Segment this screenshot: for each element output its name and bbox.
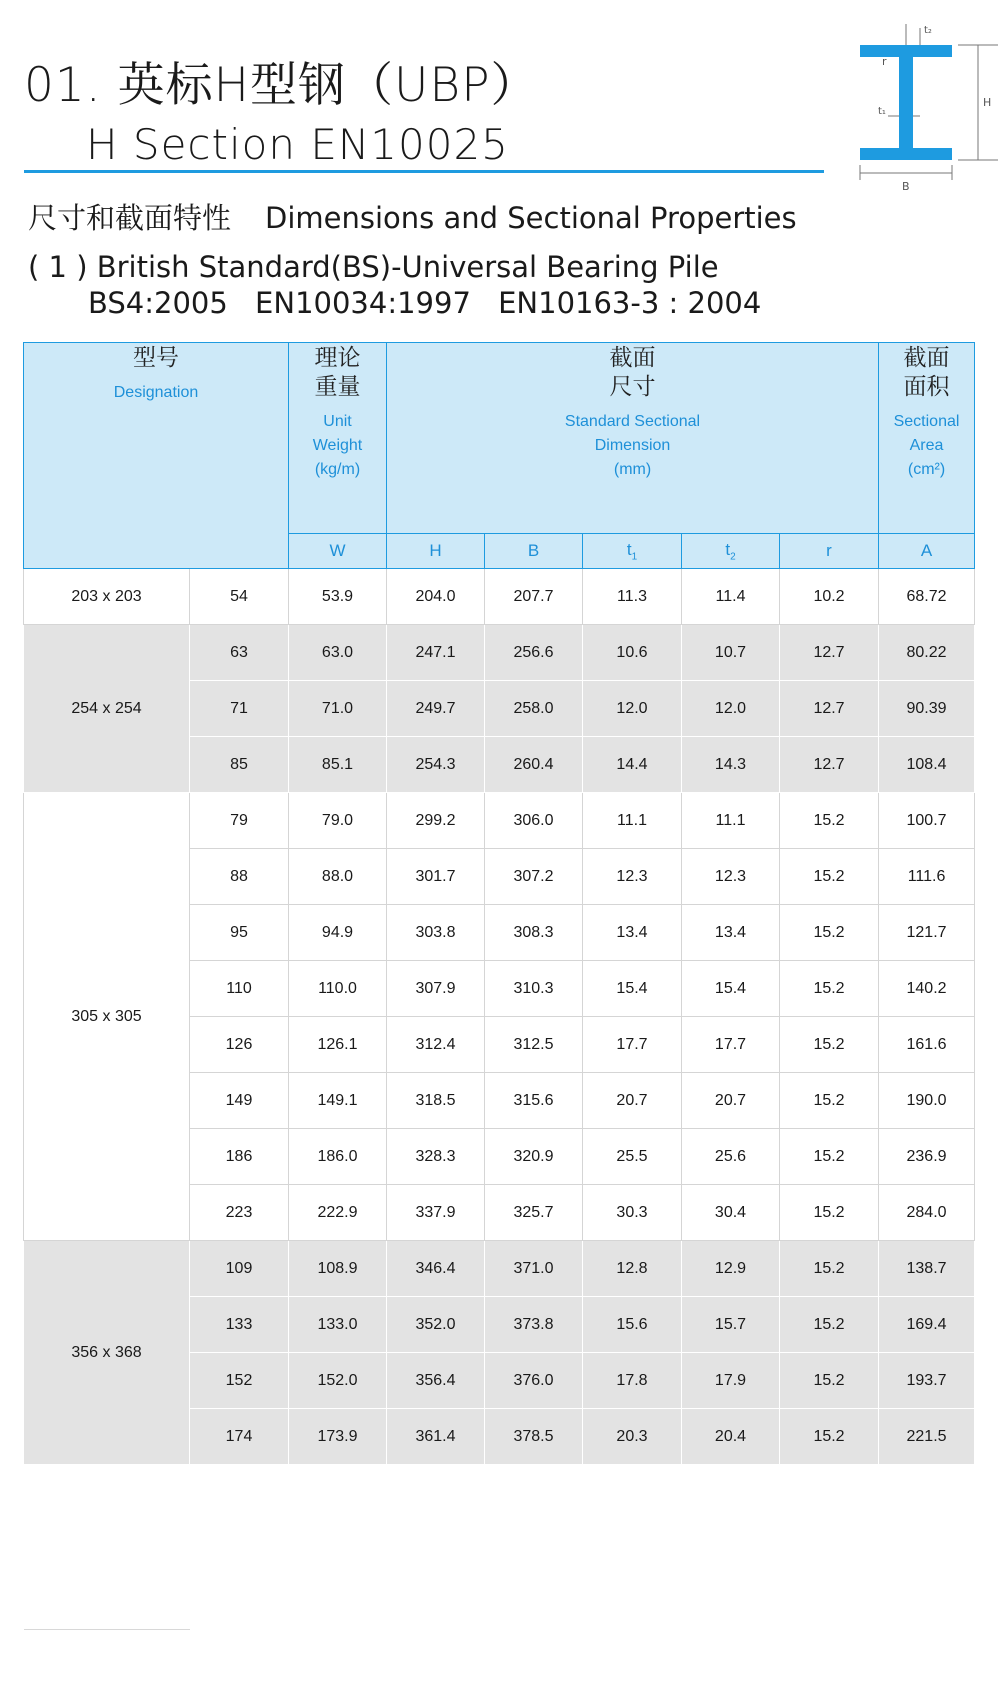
table-cell: 10.6: [583, 625, 682, 681]
col-t2-header: $t_2$: [682, 534, 780, 569]
table-cell: 126.1: [289, 1017, 387, 1073]
table-cell: 79.0: [289, 793, 387, 849]
page-title: 01. 英标H型钢（UBP）: [24, 58, 539, 113]
designation-weight-cell: 223: [190, 1185, 289, 1241]
dimension-header: 截面 尺寸 Standard Sectional Dimension (mm): [387, 343, 879, 534]
table-cell: 373.8: [485, 1297, 583, 1353]
table-cell: 11.1: [682, 793, 780, 849]
col-t1-header: $t_1$: [583, 534, 682, 569]
table-cell: 249.7: [387, 681, 485, 737]
table-cell: 260.4: [485, 737, 583, 793]
table-cell: 15.4: [682, 961, 780, 1017]
table-cell: 149.1: [289, 1073, 387, 1129]
table-cell: 11.1: [583, 793, 682, 849]
designation-weight-cell: 79: [190, 793, 289, 849]
table-cell: 12.0: [583, 681, 682, 737]
designation-size-cell: 254 x 254: [24, 625, 190, 793]
table-cell: 15.2: [780, 1185, 879, 1241]
table-cell: 186.0: [289, 1129, 387, 1185]
table-cell: 12.8: [583, 1241, 682, 1297]
designation-weight-cell: 71: [190, 681, 289, 737]
table-cell: 318.5: [387, 1073, 485, 1129]
table-cell: 301.7: [387, 849, 485, 905]
table-cell: 371.0: [485, 1241, 583, 1297]
table-cell: 346.4: [387, 1241, 485, 1297]
table-cell: 303.8: [387, 905, 485, 961]
table-cell: 325.7: [485, 1185, 583, 1241]
table-cell: 53.9: [289, 569, 387, 625]
table-cell: 140.2: [879, 961, 975, 1017]
table-cell: 307.2: [485, 849, 583, 905]
standard-item: EN10034:1997: [255, 286, 471, 320]
table-cell: 10.7: [682, 625, 780, 681]
table-cell: 15.2: [780, 1241, 879, 1297]
table-cell: 12.0: [682, 681, 780, 737]
table-cell: 161.6: [879, 1017, 975, 1073]
table-cell: 13.4: [583, 905, 682, 961]
table-cell: 80.22: [879, 625, 975, 681]
table-cell: 310.3: [485, 961, 583, 1017]
b-label: B: [902, 180, 910, 193]
table-row: [24, 793, 975, 849]
designation-weight-cell: 174: [190, 1409, 289, 1465]
table-cell: 63.0: [289, 625, 387, 681]
table-cell: 315.6: [485, 1073, 583, 1129]
table-cell: 312.4: [387, 1017, 485, 1073]
page-subtitle-section: H Section EN10025: [86, 120, 509, 169]
table-cell: 68.72: [879, 569, 975, 625]
table-row: [24, 1241, 975, 1297]
h-section-shape: [860, 45, 952, 160]
col-r-header: r: [780, 534, 879, 569]
table-cell: 20.4: [682, 1409, 780, 1465]
section-heading-en: Dimensions and Sectional Properties: [265, 201, 797, 235]
table-cell: 15.4: [583, 961, 682, 1017]
table-cell: 12.3: [682, 849, 780, 905]
table-cell: 12.7: [780, 737, 879, 793]
table-cell: 15.6: [583, 1297, 682, 1353]
table-cell: 308.3: [485, 905, 583, 961]
h-label: H: [983, 96, 992, 109]
table-cell: 193.7: [879, 1353, 975, 1409]
standard-item: BS4:2005: [88, 286, 228, 320]
table-cell: 258.0: [485, 681, 583, 737]
table-cell: 299.2: [387, 793, 485, 849]
table-cell: 15.2: [780, 1017, 879, 1073]
table-cell: 356.4: [387, 1353, 485, 1409]
standard-item: EN10163-3 : 2004: [498, 286, 762, 320]
table-cell: 307.9: [387, 961, 485, 1017]
table-cell: 108.4: [879, 737, 975, 793]
title-divider: [24, 170, 824, 173]
designation-weight-cell: 109: [190, 1241, 289, 1297]
table-cell: 204.0: [387, 569, 485, 625]
table-cell: 14.4: [583, 737, 682, 793]
table-cell: 352.0: [387, 1297, 485, 1353]
table-cell: 247.1: [387, 625, 485, 681]
t1-label: t₁: [878, 106, 886, 117]
table-cell: 25.5: [583, 1129, 682, 1185]
table-cell: 108.9: [289, 1241, 387, 1297]
table-cell: 256.6: [485, 625, 583, 681]
table-cell: 25.6: [682, 1129, 780, 1185]
table-cell: 20.7: [682, 1073, 780, 1129]
designation-weight-cell: 88: [190, 849, 289, 905]
designation-size-cell: 305 x 305: [24, 793, 190, 1241]
standard-title: ( 1 ) British Standard(BS)-Universal Bearing Pile: [28, 250, 719, 284]
table-cell: 90.39: [879, 681, 975, 737]
table-cell: 100.7: [879, 793, 975, 849]
table-cell: 284.0: [879, 1185, 975, 1241]
table-cell: 85.1: [289, 737, 387, 793]
table-cell: 222.9: [289, 1185, 387, 1241]
table-cell: 254.3: [387, 737, 485, 793]
designation-weight-cell: 63: [190, 625, 289, 681]
table-cell: 17.9: [682, 1353, 780, 1409]
designation-size-cell: 203 x 203: [24, 569, 190, 625]
designation-weight-cell: 95: [190, 905, 289, 961]
table-cell: 12.7: [780, 681, 879, 737]
section-heading: [28, 196, 797, 237]
table-cell: 14.3: [682, 737, 780, 793]
table-cell: 12.7: [780, 625, 879, 681]
table-cell: 15.2: [780, 1409, 879, 1465]
table-cell: 15.2: [780, 849, 879, 905]
table-cell: 328.3: [387, 1129, 485, 1185]
r-label: r: [882, 55, 887, 68]
table-cell: 376.0: [485, 1353, 583, 1409]
table-cell: 15.2: [780, 905, 879, 961]
table-cell: 30.4: [682, 1185, 780, 1241]
table-cell: 312.5: [485, 1017, 583, 1073]
col-w-header: W: [289, 534, 387, 569]
table-cell: 138.7: [879, 1241, 975, 1297]
table-cell: 15.7: [682, 1297, 780, 1353]
table-header-row: [24, 343, 975, 534]
sectional-area-header: 截面 面积 Sectional Area (cm²): [879, 343, 975, 534]
section-heading-zh: 尺寸和截面特性: [28, 201, 232, 235]
table-cell: 207.7: [485, 569, 583, 625]
sectional-properties-table: [23, 342, 975, 1465]
t2-label: t₂: [924, 25, 932, 36]
table-cell: 71.0: [289, 681, 387, 737]
table-cell: 12.3: [583, 849, 682, 905]
table-cell: 11.3: [583, 569, 682, 625]
table-cell: 11.4: [682, 569, 780, 625]
designation-weight-cell: 126: [190, 1017, 289, 1073]
table-cell: 15.2: [780, 961, 879, 1017]
designation-weight-cell: 54: [190, 569, 289, 625]
table-cell: 152.0: [289, 1353, 387, 1409]
table-cell: 169.4: [879, 1297, 975, 1353]
table-row: [24, 625, 975, 681]
table-cell: 30.3: [583, 1185, 682, 1241]
h-section-diagram: [858, 20, 1000, 195]
table-cell: 15.2: [780, 793, 879, 849]
designation-header: 型号 Designation: [24, 343, 289, 569]
designation-weight-cell: 110: [190, 961, 289, 1017]
table-row: [24, 569, 975, 625]
table-cell: 15.2: [780, 1073, 879, 1129]
table-cell: 236.9: [879, 1129, 975, 1185]
designation-weight-cell: 186: [190, 1129, 289, 1185]
designation-weight-cell: 133: [190, 1297, 289, 1353]
table-cell: 378.5: [485, 1409, 583, 1465]
table-cell: 133.0: [289, 1297, 387, 1353]
table-cell: 221.5: [879, 1409, 975, 1465]
table-cell: 13.4: [682, 905, 780, 961]
table-cell: 12.9: [682, 1241, 780, 1297]
designation-weight-cell: 149: [190, 1073, 289, 1129]
col-a-header: A: [879, 534, 975, 569]
table-cell: 17.8: [583, 1353, 682, 1409]
table-cell: 20.3: [583, 1409, 682, 1465]
table-cell: 15.2: [780, 1297, 879, 1353]
table-cell: 15.2: [780, 1353, 879, 1409]
table-cell: 190.0: [879, 1073, 975, 1129]
designation-weight-cell: 85: [190, 737, 289, 793]
col-h-header: H: [387, 534, 485, 569]
table-cell: 10.2: [780, 569, 879, 625]
designation-weight-cell: 152: [190, 1353, 289, 1409]
footer-rule: [24, 1629, 190, 1630]
designation-size-cell: 356 x 368: [24, 1241, 190, 1465]
table-cell: 111.6: [879, 849, 975, 905]
table-cell: 20.7: [583, 1073, 682, 1129]
table-cell: 320.9: [485, 1129, 583, 1185]
table-cell: 88.0: [289, 849, 387, 905]
table-body: [24, 569, 975, 1465]
table-cell: 173.9: [289, 1409, 387, 1465]
table-cell: 17.7: [583, 1017, 682, 1073]
table-cell: 94.9: [289, 905, 387, 961]
table-cell: 17.7: [682, 1017, 780, 1073]
standard-list: [88, 286, 779, 320]
table-cell: 306.0: [485, 793, 583, 849]
col-b-header: B: [485, 534, 583, 569]
table-cell: 337.9: [387, 1185, 485, 1241]
table-cell: 361.4: [387, 1409, 485, 1465]
table-cell: 110.0: [289, 961, 387, 1017]
unit-weight-header: 理论 重量 Unit Weight (kg/m): [289, 343, 387, 534]
table-cell: 121.7: [879, 905, 975, 961]
table-cell: 15.2: [780, 1129, 879, 1185]
